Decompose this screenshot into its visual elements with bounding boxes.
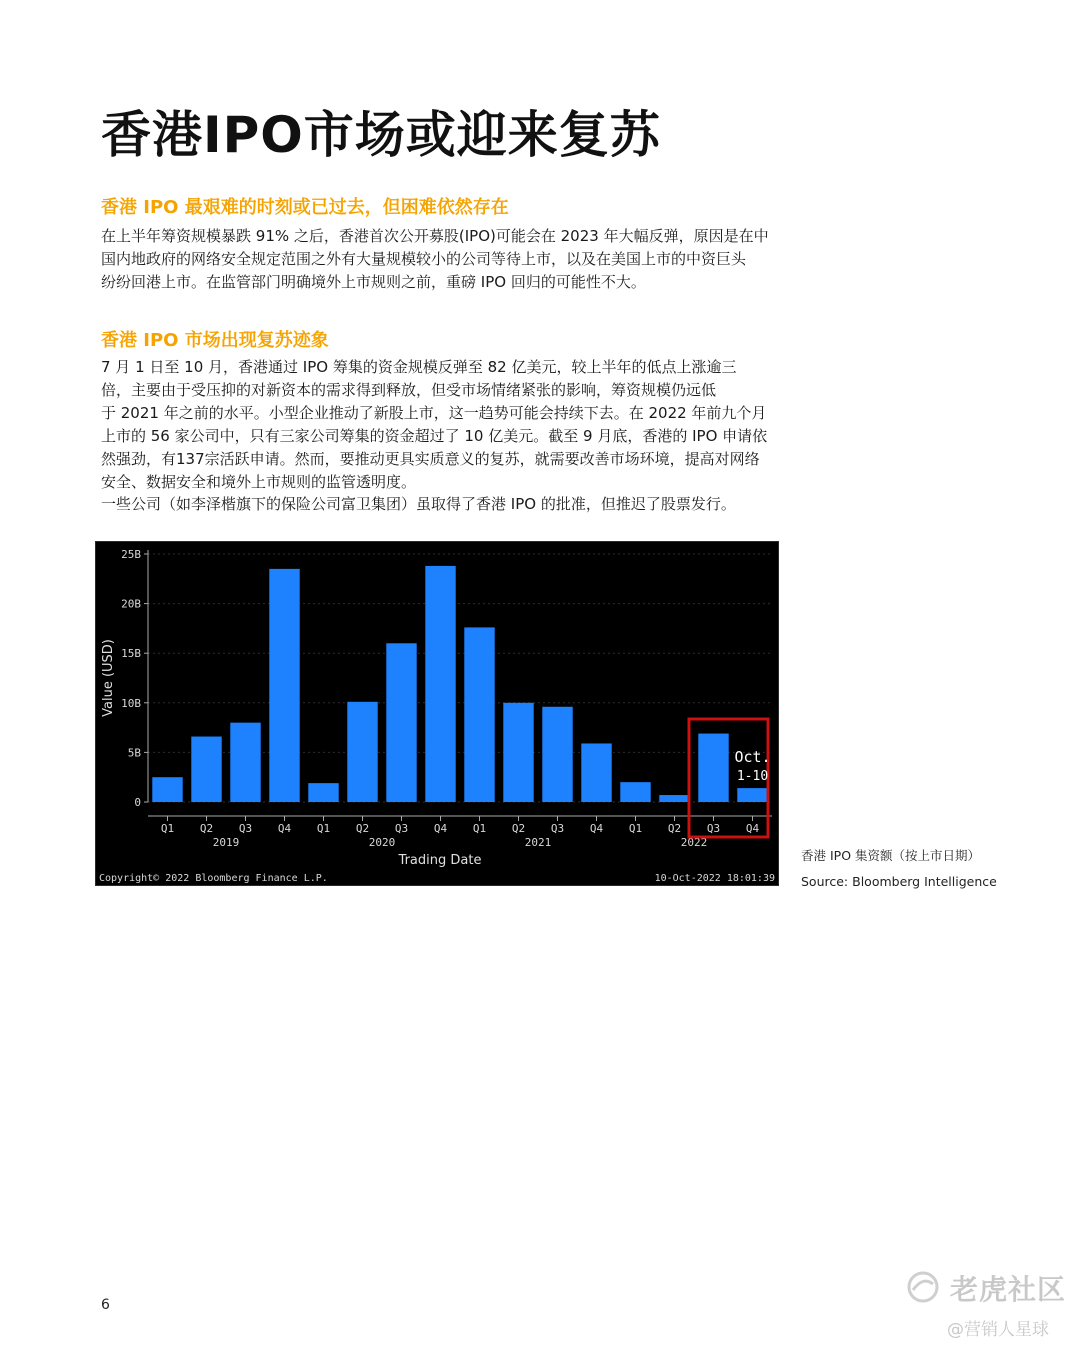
section2-line: 上市的 56 家公司中，只有三家公司筹集的资金超过了 10 亿美元。截至 9 月底，香港的 IPO 申请依 (101, 427, 768, 445)
y-tick-label: 10B (121, 696, 141, 710)
bar (737, 788, 767, 802)
x-tick-label: Q2 (199, 822, 214, 835)
page-number: 6 (101, 1297, 110, 1313)
x-tick-label: Q2 (667, 822, 682, 835)
chart-caption-title: 香港 IPO 集资额（按上市日期） (801, 848, 981, 863)
x-tick-label: Q4 (589, 822, 604, 835)
y-tick-label: 25B (121, 548, 141, 561)
chart-timestamp: 10-Oct-2022 18:01:39 (654, 873, 775, 884)
annotation-line2: 1-10 (736, 769, 769, 784)
watermark-brand: 老虎社区 (950, 1273, 1067, 1306)
x-tick-label: Q1 (160, 822, 175, 835)
section2-line: 于 2021 年之前的水平。小型企业推动了新股上市，这一趋势可能会持续下去。在 2022 年前九个月 (101, 404, 767, 422)
x-tick-label: Q3 (550, 822, 565, 835)
bar (620, 782, 650, 802)
x-tick-label: Q1 (472, 822, 487, 835)
bar (542, 707, 572, 802)
bar (698, 734, 728, 802)
section2-line: 7 月 1 日至 10 月，香港通过 IPO 筹集的资金规模反弹至 82 亿美元，较上半年的低点上涨逾三 (101, 358, 737, 376)
x-year-label: 2022 (680, 836, 708, 849)
x-tick-label: Q4 (277, 822, 292, 835)
section2-heading: 香港 IPO 市场出现复苏迹象 (101, 330, 329, 351)
x-tick-label: Q2 (511, 822, 526, 835)
x-tick-label: Q2 (355, 822, 370, 835)
section1-line: 在上半年筹资规模暴跌 91% 之后，香港首次公开募股(IPO)可能会在 2023 年大幅反弹，原因是在中 (101, 227, 769, 245)
x-tick-label: Q3 (238, 822, 253, 835)
bar (581, 743, 611, 802)
x-tick-label: Q3 (394, 822, 409, 835)
chart-svg (96, 542, 778, 885)
bar (191, 737, 221, 802)
tiger-logo-icon (905, 1270, 941, 1304)
chart-caption-source: Source: Bloomberg Intelligence (801, 874, 997, 889)
section2-extra-paragraph: 一些公司（如李泽楷旗下的保险公司富卫集团）虽取得了香港 IPO 的批准，但推迟了股票发行。 (101, 495, 736, 513)
bar (347, 702, 377, 802)
chart-copyright: Copyright© 2022 Bloomberg Finance L.P. (99, 873, 328, 884)
section2-line: 安全、数据安全和境外上市规则的监管透明度。 (101, 473, 417, 491)
x-tick-label: Q3 (706, 822, 721, 835)
watermark-handle: @营销人星球 (947, 1320, 1049, 1340)
bar (425, 566, 455, 802)
annotation-line1: Oct. (734, 748, 771, 766)
x-tick-label: Q4 (433, 822, 448, 835)
bar (152, 777, 182, 802)
section1-heading: 香港 IPO 最艰难的时刻或已过去，但困难依然存在 (101, 197, 509, 218)
y-axis-title: Value (USD) (101, 639, 116, 717)
bar (503, 703, 533, 802)
y-tick-label: 0 (134, 796, 141, 809)
bar (386, 643, 416, 802)
section2-paragraph (101, 356, 781, 494)
x-year-label: 2019 (212, 836, 240, 849)
bar (269, 569, 299, 802)
bar (230, 723, 260, 802)
bar (659, 795, 689, 802)
x-tick-label: Q1 (316, 822, 331, 835)
ipo-bar-chart (95, 541, 779, 886)
x-tick-label: Q1 (628, 822, 643, 835)
x-tick-label: Q4 (745, 822, 760, 835)
y-tick-label: 15B (121, 647, 141, 661)
x-year-label: 2020 (368, 836, 396, 849)
section1-line: 纷纷回港上市。在监管部门明确境外上市规则之前，重磅 IPO 回归的可能性不大。 (101, 273, 646, 291)
section1-paragraph (101, 225, 781, 294)
page-title: 香港IPO市场或迎来复苏 (101, 106, 661, 164)
section1-line: 国内地政府的网络安全规定范围之外有大量规模较小的公司等待上市，以及在美国上市的中资巨头 (101, 250, 747, 268)
y-tick-label: 20B (121, 597, 141, 611)
y-tick-label: 5B (127, 746, 141, 760)
x-axis-title: Trading Date (398, 853, 482, 868)
section2-line: 然强劲，有137宗活跃申请。然而，要推动更具实质意义的复苏，就需要改善市场环境，提高对网络 (101, 450, 760, 468)
section2-line: 倍，主要由于受压抑的对新资本的需求得到释放，但受市场情绪紧张的影响，筹资规模仍远低 (101, 381, 717, 399)
bar (464, 627, 494, 802)
x-year-label: 2021 (524, 836, 552, 849)
bar (308, 783, 338, 802)
